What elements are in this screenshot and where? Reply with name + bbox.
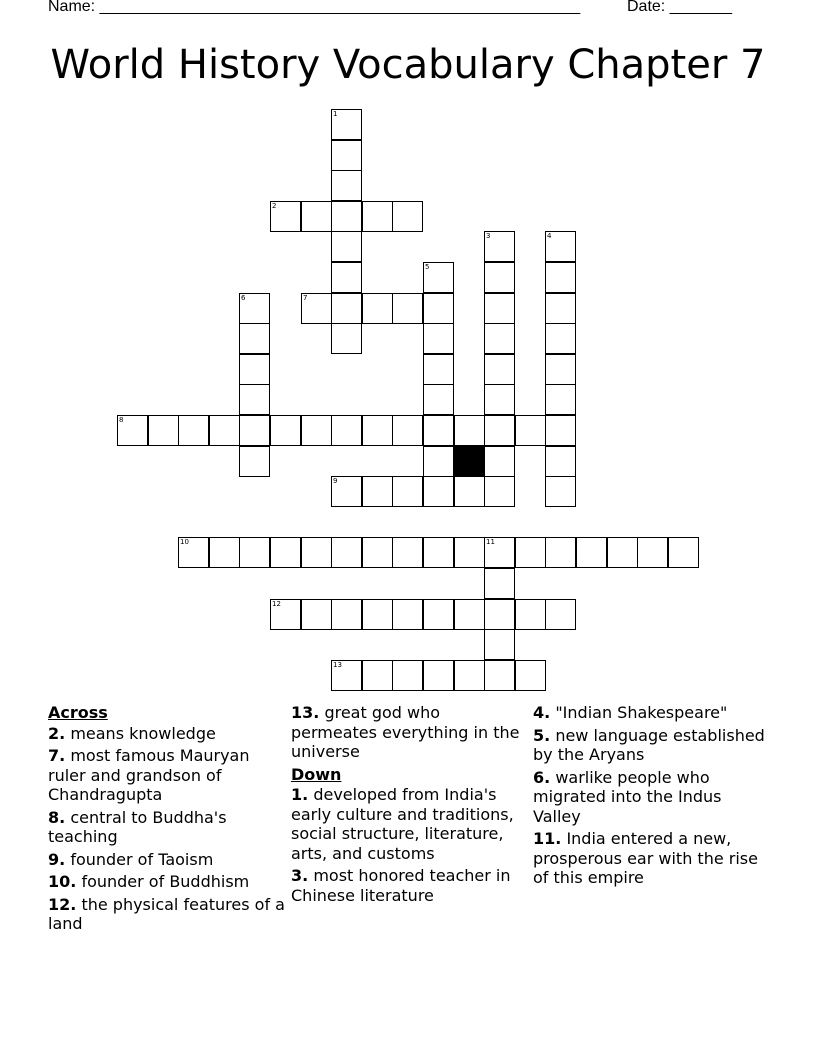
crossword-cell[interactable] [423, 293, 454, 324]
crossword-cell[interactable] [545, 231, 576, 262]
crossword-cell[interactable] [362, 660, 393, 691]
clue-item [291, 703, 531, 762]
crossword-cell[interactable] [239, 384, 270, 415]
crossword-cell[interactable] [484, 537, 515, 568]
cell-number: 6 [241, 294, 246, 302]
crossword-cell[interactable] [392, 415, 423, 446]
down-heading: Down [291, 764, 342, 784]
crossword-cell[interactable] [668, 537, 699, 568]
crossword-cell[interactable] [392, 201, 423, 232]
crossword-cell[interactable] [331, 537, 362, 568]
clue-item [291, 785, 531, 863]
cell-number: 11 [486, 538, 495, 546]
crossword-cell[interactable] [362, 415, 393, 446]
cell-number: 3 [486, 232, 491, 240]
across-heading: Across [48, 703, 108, 722]
crossword-cell[interactable] [239, 415, 270, 446]
crossword-cell[interactable] [331, 599, 362, 630]
crossword-cell[interactable] [454, 415, 485, 446]
date-field[interactable]: Date: _______ [627, 0, 732, 15]
crossword-cell[interactable] [454, 660, 485, 691]
cell-number: 12 [272, 600, 281, 608]
crossword-cell[interactable] [362, 201, 393, 232]
crossword-cell[interactable] [423, 415, 454, 446]
crossword-cell[interactable] [270, 415, 301, 446]
crossword-cell[interactable] [545, 384, 576, 415]
crossword-cell[interactable] [454, 599, 485, 630]
clue-text: India entered a new, prosperous ear with the rise of this empire [533, 829, 758, 887]
crossword-cell[interactable] [484, 354, 515, 385]
crossword-cell[interactable] [423, 262, 454, 293]
crossword-cell[interactable] [484, 384, 515, 415]
cell-number: 5 [425, 263, 430, 271]
crossword-cell[interactable] [301, 415, 332, 446]
crossword-cell[interactable] [362, 476, 393, 507]
clue-text: means knowledge [70, 723, 216, 743]
cell-number: 10 [180, 538, 189, 546]
crossword-cell[interactable] [270, 201, 301, 232]
crossword-cell[interactable] [484, 446, 515, 477]
cell-number: 4 [547, 232, 552, 240]
crossword-cell[interactable] [331, 660, 362, 691]
crossword-cell[interactable] [178, 537, 209, 568]
crossword-cell[interactable] [545, 293, 576, 324]
black-cell [454, 446, 485, 477]
clue-text: most honored teacher in Chinese literature [291, 866, 511, 905]
clue-text: central to Buddha's teaching [48, 807, 227, 846]
crossword-cell[interactable] [484, 323, 515, 354]
crossword-cell[interactable] [239, 293, 270, 324]
crossword-cell[interactable] [423, 384, 454, 415]
crossword-cell[interactable] [454, 537, 485, 568]
crossword-cell[interactable] [423, 537, 454, 568]
crossword-cell[interactable] [117, 415, 148, 446]
crossword-cell[interactable] [301, 201, 332, 232]
crossword-cell[interactable] [331, 476, 362, 507]
crossword-cell[interactable] [362, 599, 393, 630]
crossword-cell[interactable] [484, 262, 515, 293]
clues-column-3 [533, 703, 773, 891]
crossword-cell[interactable] [239, 323, 270, 354]
crossword-cell[interactable] [515, 415, 546, 446]
clue-number: 10. [48, 872, 77, 891]
crossword-cell[interactable] [545, 537, 576, 568]
clue-text: developed from India's early culture and traditions, social structure, literature, arts, and customs [291, 785, 514, 863]
crossword-cell[interactable] [423, 660, 454, 691]
crossword-cell[interactable] [484, 599, 515, 630]
clue-item [48, 872, 288, 892]
crossword-cell[interactable] [484, 293, 515, 324]
clues-column-1 [48, 703, 288, 937]
crossword-cell[interactable] [515, 599, 546, 630]
crossword-cell[interactable] [484, 231, 515, 262]
clue-number: 6. [533, 767, 551, 787]
clue-number: 5. [533, 725, 551, 745]
clue-item [533, 829, 773, 888]
crossword-cell[interactable] [331, 201, 362, 232]
crossword-cell[interactable] [484, 476, 515, 507]
crossword-cell[interactable] [545, 262, 576, 293]
crossword-cell[interactable] [423, 323, 454, 354]
clue-number: 3. [291, 866, 309, 885]
clue-text: new language established by the Aryans [533, 725, 765, 764]
clue-number: 2. [48, 723, 66, 743]
crossword-cell[interactable] [423, 446, 454, 477]
crossword-cell[interactable] [362, 537, 393, 568]
crossword-cell[interactable] [209, 415, 240, 446]
crossword-cell[interactable] [239, 537, 270, 568]
clue-item [533, 768, 773, 827]
crossword-cell[interactable] [484, 568, 515, 599]
clue-item [48, 895, 288, 934]
crossword-cell[interactable] [423, 599, 454, 630]
clue-text: the physical features of a land [48, 894, 285, 933]
cell-number: 1 [333, 110, 338, 118]
crossword-cell[interactable] [270, 537, 301, 568]
clue-item [291, 866, 531, 905]
crossword-cell[interactable] [209, 537, 240, 568]
cell-number: 7 [303, 294, 308, 302]
cell-number: 9 [333, 477, 338, 485]
crossword-cell[interactable] [515, 537, 546, 568]
clue-item [48, 850, 288, 870]
crossword-cell[interactable] [392, 476, 423, 507]
clue-text: warlike people who migrated into the Indus Valley [533, 767, 722, 826]
crossword-cell[interactable] [545, 323, 576, 354]
crossword-cell[interactable] [545, 354, 576, 385]
clues-column-2 [291, 703, 531, 908]
clue-item [48, 724, 288, 744]
crossword-cell[interactable] [331, 109, 362, 140]
crossword-cell[interactable] [484, 629, 515, 660]
crossword-cell[interactable] [331, 293, 362, 324]
clue-number: 11. [533, 829, 562, 848]
crossword-cell[interactable] [331, 140, 362, 171]
clue-item [533, 703, 773, 723]
crossword-cell[interactable] [545, 476, 576, 507]
clue-number: 7. [48, 746, 66, 765]
clue-item [48, 808, 288, 847]
crossword-cell[interactable] [423, 476, 454, 507]
crossword-cell[interactable] [545, 599, 576, 630]
crossword-cell[interactable] [423, 354, 454, 385]
crossword-cell[interactable] [178, 415, 209, 446]
clue-text: founder of Taoism [70, 849, 214, 869]
crossword-cell[interactable] [392, 599, 423, 630]
name-field[interactable]: Name: ______________________________________________________ [48, 0, 581, 15]
clue-text: founder of Buddhism [81, 872, 250, 891]
crossword-cell[interactable] [545, 446, 576, 477]
crossword-cell[interactable] [301, 293, 332, 324]
crossword-cell[interactable] [331, 323, 362, 354]
crossword-cell[interactable] [331, 231, 362, 262]
crossword-cell[interactable] [484, 415, 515, 446]
crossword-cell[interactable] [484, 660, 515, 691]
clue-number: 8. [48, 807, 66, 827]
cell-number: 13 [333, 661, 342, 669]
clue-number: 4. [533, 703, 551, 722]
crossword-cell[interactable] [331, 170, 362, 201]
clue-item [533, 726, 773, 765]
crossword-cell[interactable] [454, 476, 485, 507]
crossword-cell[interactable] [270, 599, 301, 630]
clue-text: great god who permeates everything in the universe [291, 703, 520, 761]
clue-number: 12. [48, 894, 77, 914]
crossword-cell[interactable] [515, 660, 546, 691]
clue-number: 13. [291, 703, 320, 722]
crossword-cell[interactable] [392, 293, 423, 324]
crossword-cell[interactable] [607, 537, 638, 568]
crossword-cell[interactable] [331, 415, 362, 446]
crossword-cell[interactable] [392, 660, 423, 691]
clue-text: "Indian Shakespeare" [555, 703, 728, 722]
crossword-cell[interactable] [239, 354, 270, 385]
crossword-cell[interactable] [239, 446, 270, 477]
crossword-cell[interactable] [301, 537, 332, 568]
crossword-cell[interactable] [545, 415, 576, 446]
clue-text: most famous Mauryan ruler and grandson of Chandragupta [48, 746, 250, 804]
cell-number: 2 [272, 202, 277, 210]
crossword-cell[interactable] [148, 415, 179, 446]
page-title: World History Vocabulary Chapter 7 [50, 42, 766, 88]
crossword-cell[interactable] [576, 537, 607, 568]
crossword-cell[interactable] [637, 537, 668, 568]
crossword-cell[interactable] [331, 262, 362, 293]
crossword-cell[interactable] [301, 599, 332, 630]
clue-item [48, 746, 288, 805]
cell-number: 8 [119, 416, 124, 424]
clue-number: 1. [291, 785, 309, 804]
clue-number: 9. [48, 849, 66, 869]
crossword-cell[interactable] [392, 537, 423, 568]
crossword-cell[interactable] [362, 293, 393, 324]
